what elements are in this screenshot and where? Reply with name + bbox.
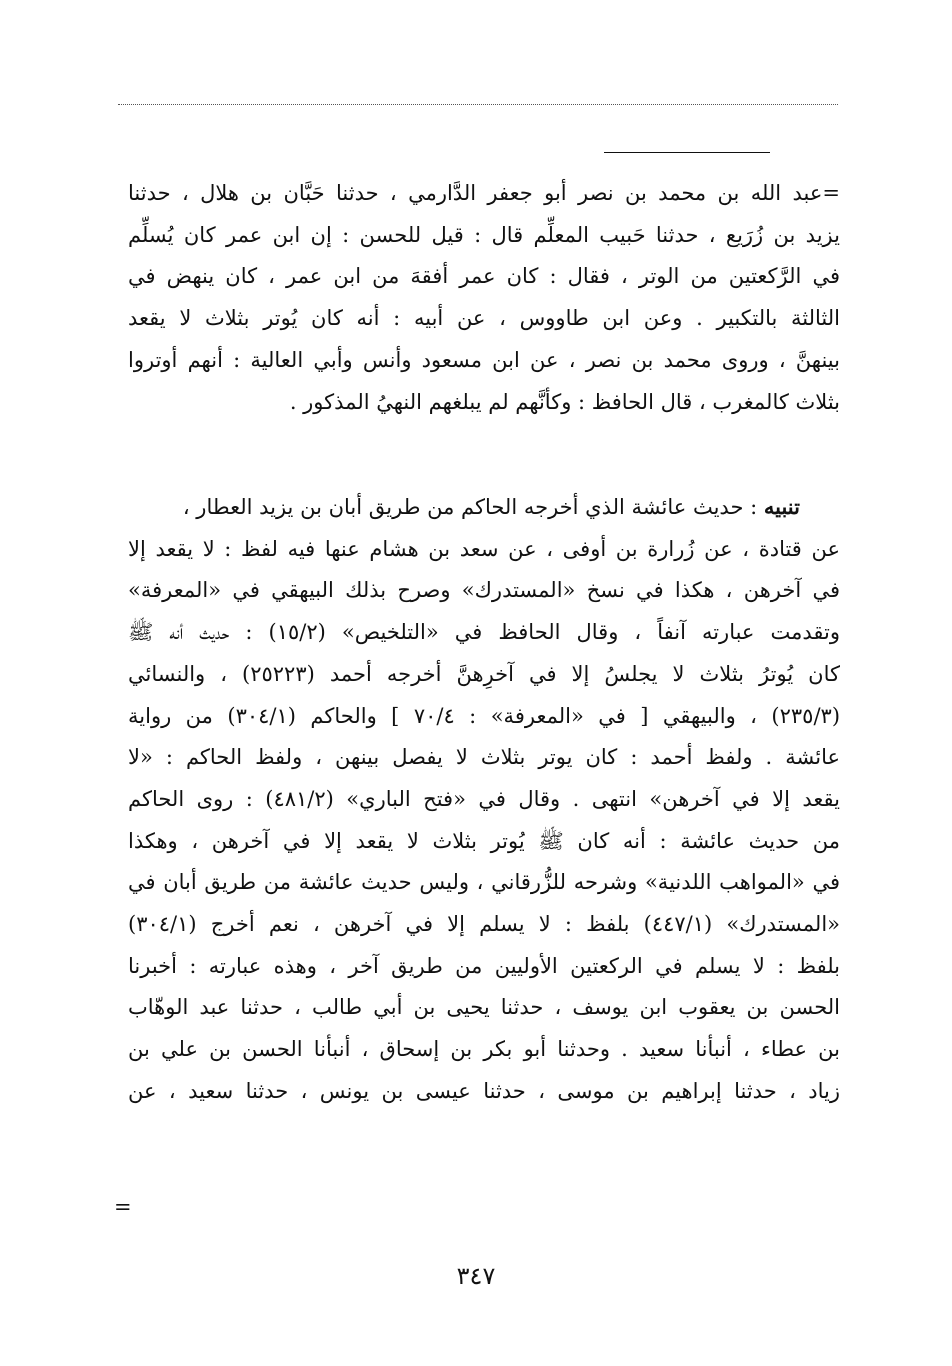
main-first-line-rest: : حديث عائشة الذي أخرجه الحاكم من طريق أبان بن يزيد العطار ،: [182, 495, 764, 519]
main-line: «المستدرك» (٤٤٧/١) بلفظ : لا يسلم إلا في آخرهن ، نعم أخرج (٣٠٤/١): [128, 912, 841, 937]
main-line: وتقدمت عبارته آنفاً ، وقال الحافظ في «التلخيص» (١٥/٢) : حديث أنه ﷺ: [128, 620, 840, 645]
main-line: الحسن بن يعقوب ابن يوسف ، حدثنا يحيى بن أبي طالب ، حدثنا عبد الوهّاب: [128, 995, 840, 1020]
continuation-mark: =: [114, 1195, 132, 1219]
page-number: ٣٤٧: [456, 1262, 496, 1290]
main-line: بن عطاء ، أنبأنا سعيد . وحدثنا أبو بكر بن إسحاق ، أنبأنا الحسن بن علي بن: [128, 1037, 840, 1062]
main-line: عائشة . ولفظ أحمد : كان يوتر بثلاث لا يفصل بينهن ، ولفظ الحاكم : «لا: [128, 745, 840, 770]
main-line: في «المواهب اللدنية» وشرحه للزُّرقاني ، وليس حديث عائشة من طريق أبان في: [128, 870, 840, 895]
footnote-separator-rule: [604, 152, 770, 153]
footnote-line: يزيد بن زُرَيع ، حدثنا حَبيب المعلِّم قال : قيل للحسن : إن ابن عمر كان يُسلِّم: [128, 222, 840, 247]
footnote-text: [128, 173, 840, 423]
footnote-line: في الرَّكعتين من الوتر ، فقال : كان عمر أفقهَ من ابن عمر ، كان ينهض في: [128, 264, 840, 289]
main-line: زياد ، حدثنا إبراهيم بن موسى ، حدثنا عيسى بن يونس ، حدثنا سعيد ، عن: [128, 1078, 840, 1103]
footnote-line: بثلاث كالمغرب ، قال الحافظ : وكأنَّهم لم يبلغهم النهيُ المذكور .: [289, 389, 840, 414]
main-line: كان يُوترُ بثلاث لا يجلسُ إلا في آخرِهنَّ أخرجه أحمد (٢٥٢٢٣) ، والنسائي: [128, 661, 840, 686]
main-line: من حديث عائشة : أنه كان ﷺ يُوتر بثلاث لا يقعد إلا في آخرهن ، وهكذا: [128, 828, 840, 853]
main-line: في آخرهن ، هكذا في نسخ «المستدرك» وصرح بذلك البيهقي في «المعرفة»: [128, 578, 840, 603]
tanbih-heading: تنبيه: [763, 494, 800, 519]
main-line: يقعد إلا في آخرهن» انتهى . وقال في «فتح الباري» (٤٨١/٢) : روى الحاكم: [128, 786, 840, 811]
main-text: [128, 486, 840, 1113]
main-first-line: [128, 486, 840, 529]
footnote-line: الثالثة بالتكبير . وعن ابن طاووس ، عن أبيه : أنه كان يُوتر بثلاث لا يقعد: [128, 306, 840, 331]
footnote-line: بينهنَّ ، وروى محمد بن نصر ، عن ابن مسعود وأنس وأبي العالية : أنهم أوتروا: [128, 347, 840, 372]
header-dotted-rule: [118, 104, 838, 105]
main-line: بلفظ : لا يسلم في الركعتين الأوليين من طريق آخر ، وهذه عبارته : أخبرنا: [128, 953, 840, 978]
footnote-line: =عبد الله بن محمد بن نصر أبو جعفر الدَّارمي ، حدثنا حَبَّان بن هلال ، حدثنا: [128, 181, 840, 205]
main-line: عن قتادة ، عن زُرارة بن أوفى ، عن سعد بن هشام عنها فيه لفظ : لا يقعد إلا: [128, 536, 840, 561]
main-line: (٢٣٥/٣) ، والبيهقي [ في «المعرفة» : ٧٠/٤ ] والحاكم (٣٠٤/١) من رواية: [128, 703, 841, 728]
